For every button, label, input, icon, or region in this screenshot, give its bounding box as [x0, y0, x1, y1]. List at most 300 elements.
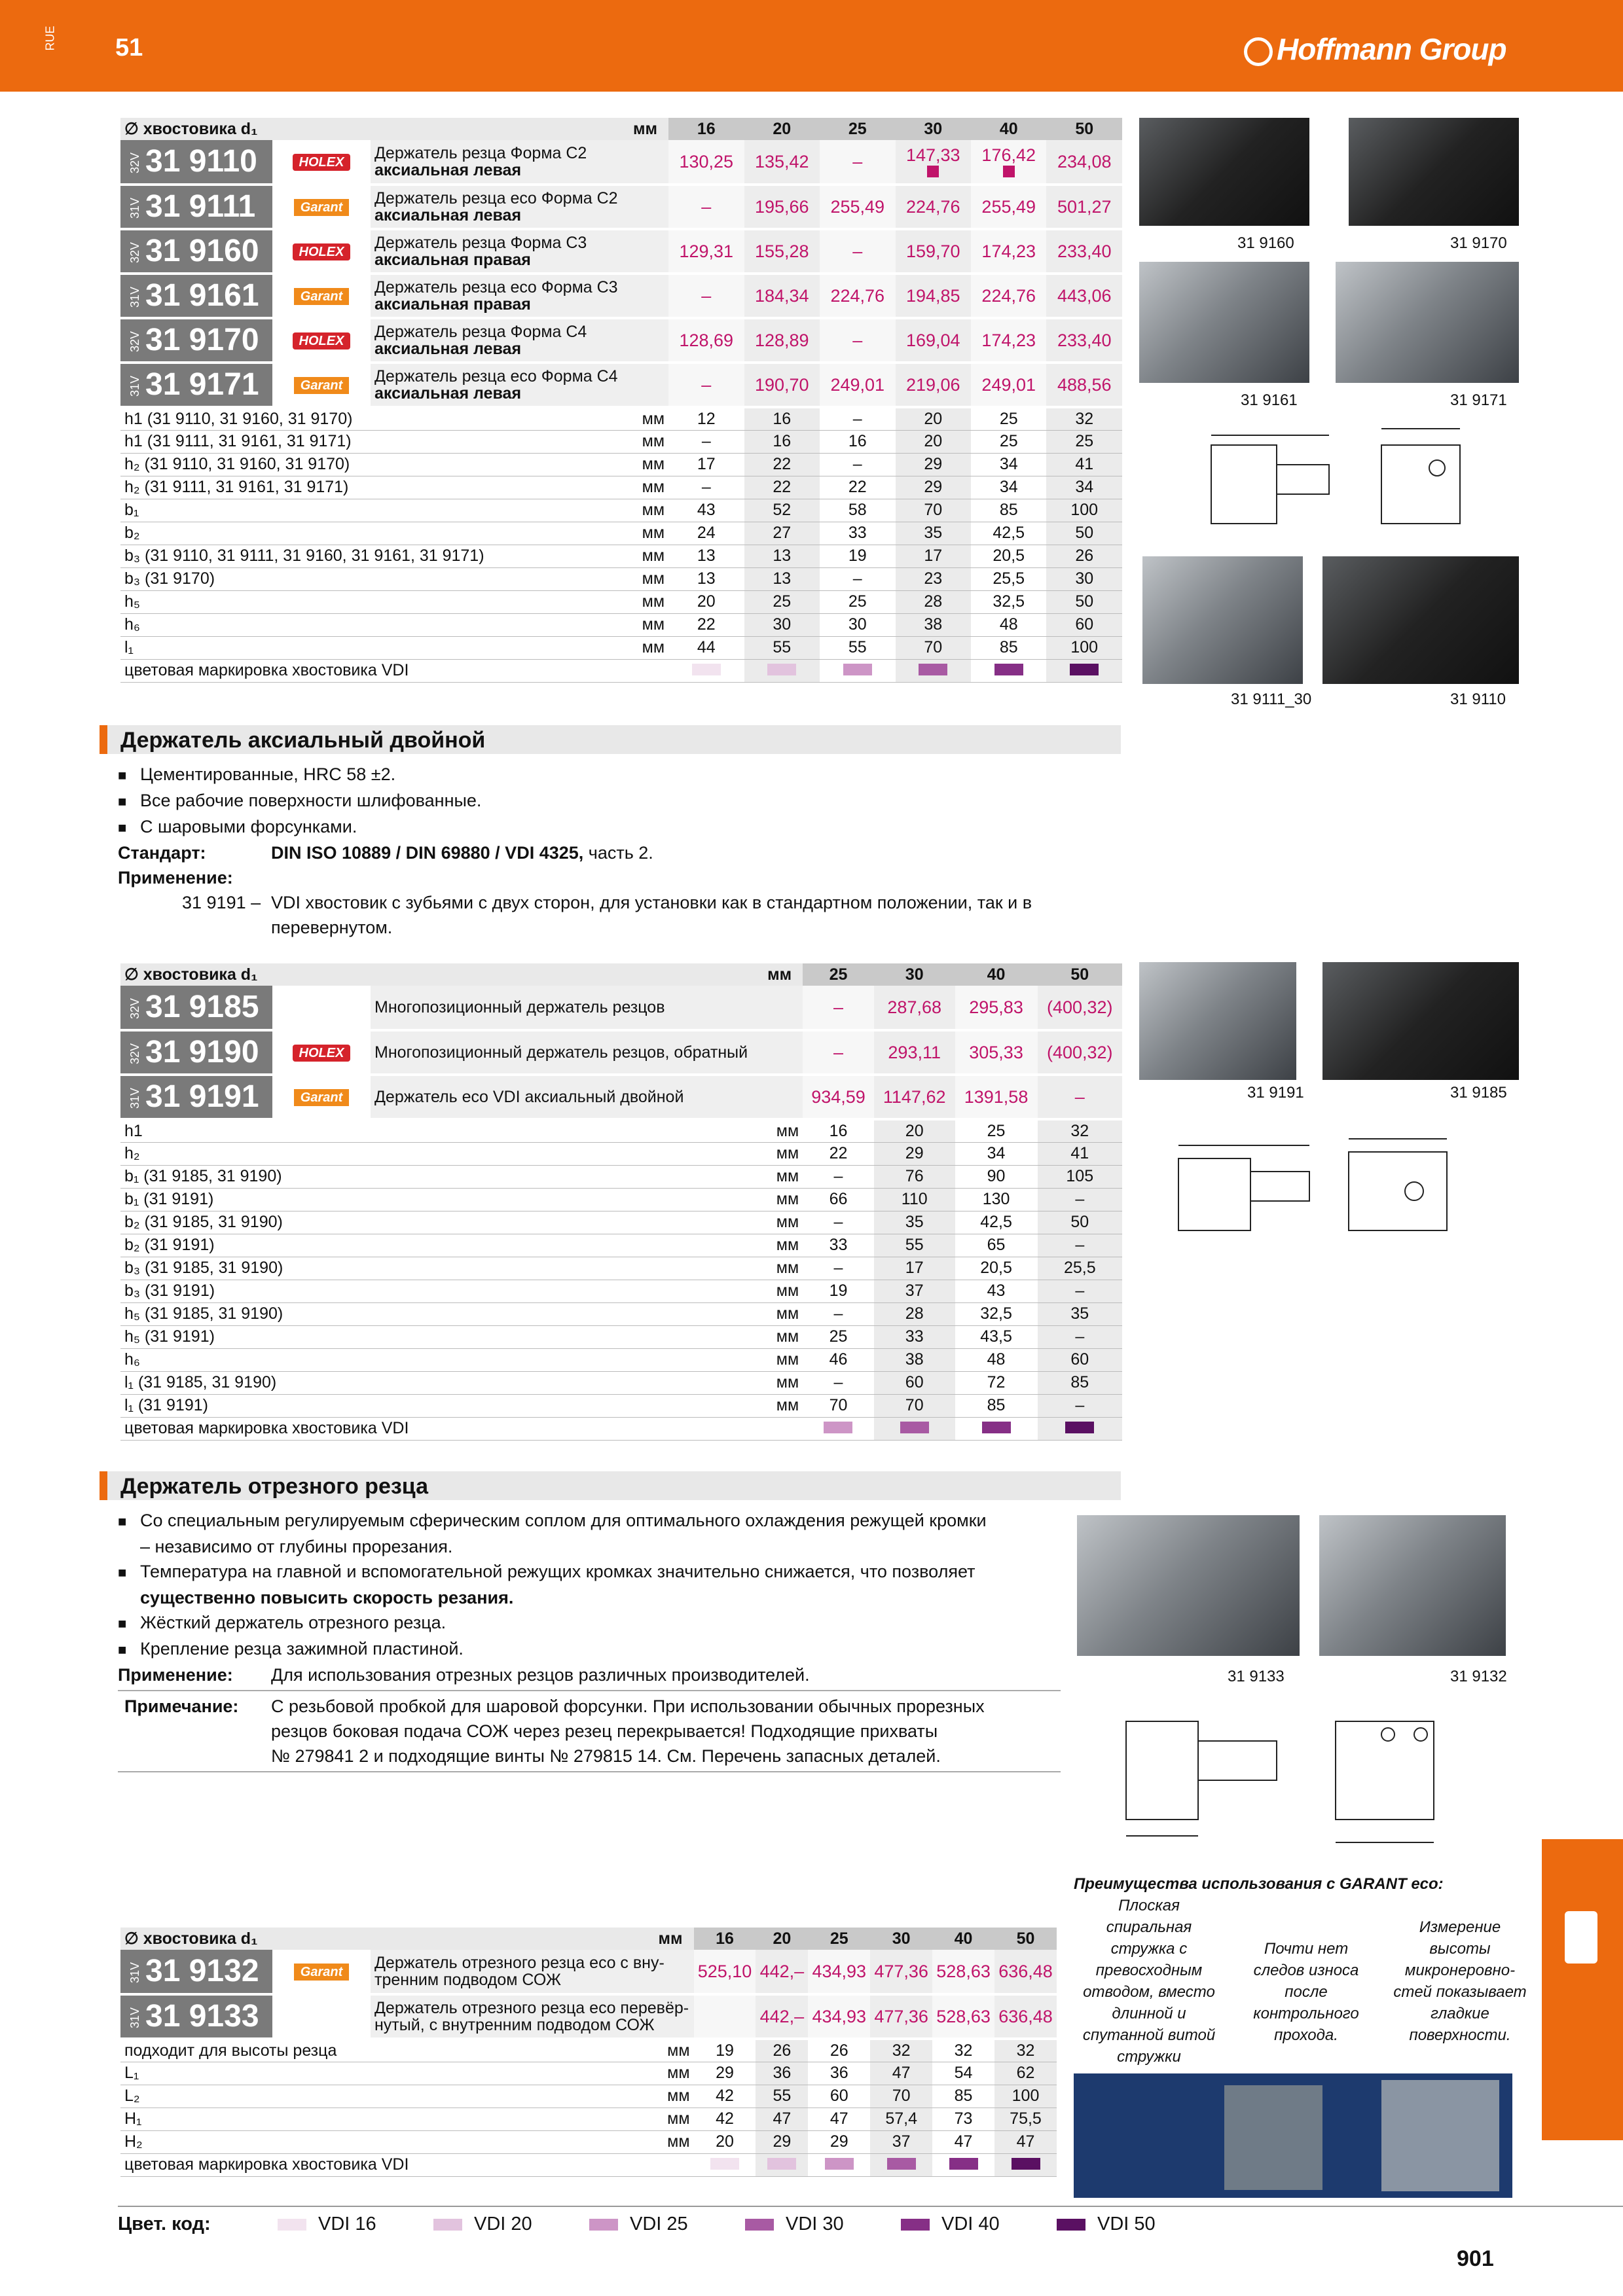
price-cell [668, 185, 744, 229]
dimension-value: 75,5 [994, 2108, 1057, 2130]
dimension-unit: мм [763, 1280, 803, 1302]
price-value: 155,28 [754, 241, 809, 261]
legend-swatch [433, 2219, 462, 2231]
garant-logo: Garant [294, 199, 349, 216]
dimension-value: 29 [756, 2130, 808, 2153]
dimension-value: – [803, 1302, 874, 1325]
color-swatch [843, 664, 872, 675]
color-swatch-cell [668, 659, 744, 682]
dimension-value: 25 [971, 407, 1046, 430]
description-line-2: аксиальная левая [374, 384, 522, 403]
dimension-label: h1 (31 9111, 31 9161, 31 9171) [120, 430, 629, 453]
dimension-value: 20,5 [971, 545, 1046, 567]
note-text: резцов боковая подача СОЖ через резец перекрывается! Подходящие прихваты [271, 1721, 938, 1741]
product-description [371, 318, 668, 363]
product-description [371, 185, 668, 229]
price-value: – [852, 241, 863, 261]
price-cell [971, 274, 1046, 318]
product-photo-319185 [1322, 962, 1519, 1080]
price-value: 528,63 [936, 2006, 991, 2026]
product-row [120, 274, 1122, 318]
product-photo-319170 [1349, 118, 1519, 226]
section-title-partoff-holder: Держатель отрезного резца [100, 1471, 1121, 1500]
price-value: (400,32) [1046, 1042, 1113, 1062]
page-number-left: 51 [115, 34, 143, 62]
dimension-value: 32,5 [971, 590, 1046, 613]
description-line: Многопозиционный держатель резцов [374, 997, 665, 1016]
color-swatch-cell [955, 1417, 1038, 1440]
dimension-value: 20 [694, 2130, 756, 2153]
product-code [120, 1075, 272, 1119]
language-code: RUE [43, 26, 57, 51]
color-legend [118, 2214, 1213, 2235]
product-brand [272, 185, 371, 229]
product-series: 31V [128, 198, 141, 219]
product-table-partoff [120, 1928, 1057, 2177]
dimension-value: 70 [870, 2085, 932, 2108]
dimension-label: l₁ (31 9191) [120, 1394, 763, 1417]
color-code-label: цветовая маркировка хвостовика VDI [120, 2153, 694, 2176]
header-size: 50 [994, 1928, 1057, 1950]
price-cell [971, 318, 1046, 363]
dimension-unit: мм [763, 1165, 803, 1188]
price-value: 295,83 [969, 997, 1023, 1017]
color-code-row [120, 1417, 1122, 1440]
dimension-unit: мм [763, 1348, 803, 1371]
color-swatch [919, 664, 947, 675]
dimension-value: 17 [668, 453, 744, 476]
price-value: 443,06 [1057, 285, 1112, 306]
product-series: 31V [128, 1088, 141, 1109]
dimension-label: L₂ [120, 2085, 655, 2108]
product-brand [272, 986, 371, 1030]
eco-title: Преимущества использования с GARANT eco: [1074, 1875, 1444, 1893]
eco-text-line: после [1285, 1983, 1328, 2001]
price-cell [744, 229, 820, 274]
dimension-unit: мм [655, 2062, 694, 2085]
color-swatch [767, 2158, 796, 2170]
header-size: 25 [820, 118, 895, 140]
product-photo-319110 [1322, 556, 1519, 684]
dimension-label: b₁ (31 9191) [120, 1188, 763, 1211]
dimension-value: 38 [896, 613, 971, 636]
section-double-holder-body [118, 762, 1126, 940]
color-swatch-cell [874, 1417, 955, 1440]
header-size: 50 [1038, 963, 1122, 986]
product-photo-319133 [1077, 1515, 1300, 1656]
product-row [120, 1075, 1122, 1119]
price-value: 159,70 [905, 241, 960, 261]
dimension-value: – [803, 1257, 874, 1280]
dimension-value: 72 [955, 1371, 1038, 1394]
chapter-tab [1542, 1839, 1623, 2140]
eco-text-line: поверхности. [1409, 2026, 1511, 2044]
bullet-item-cont: – независимо от глубины прорезания. [140, 1537, 453, 1556]
price-cell [808, 1994, 870, 2039]
dimension-value: – [820, 453, 895, 476]
application-text: Для использования отрезных резцов различных производителей. [271, 1665, 810, 1685]
color-swatch [887, 2158, 916, 2170]
dimension-value: 28 [896, 590, 971, 613]
caption-319160: 31 9160 [1237, 234, 1294, 252]
note-label: Примечание: [124, 1696, 239, 1716]
product-description [371, 363, 668, 407]
note-text: № 279841 2 и подходящие винты № 279815 14. См. Перечень запасных деталей. [271, 1746, 941, 1766]
product-table-double [120, 963, 1122, 1441]
product-code [120, 1994, 272, 2039]
logo-mark-icon [1244, 37, 1273, 66]
dimension-unit: мм [629, 407, 668, 430]
dimension-value: 100 [1046, 499, 1122, 522]
dimension-value: – [803, 1211, 874, 1234]
dimension-row [120, 1280, 1122, 1302]
holex-logo: HOLEX [293, 154, 351, 171]
product-code [120, 274, 272, 318]
dimension-row [120, 1371, 1122, 1394]
caption-319171: 31 9171 [1450, 391, 1507, 409]
price-value: 1147,62 [883, 1086, 946, 1107]
product-row [120, 1950, 1057, 1994]
product-description [371, 986, 803, 1030]
product-code-text: 31 9185 [145, 990, 259, 1024]
product-code-text: 31 9133 [145, 1999, 259, 2034]
price-cell [1046, 363, 1122, 407]
description-line-2: аксиальная правая [374, 295, 531, 314]
price-value: – [852, 151, 863, 171]
price-cell [1046, 274, 1122, 318]
dimension-value: 19 [803, 1280, 874, 1302]
dimension-value: 19 [694, 2039, 756, 2062]
color-swatch-cell [803, 1417, 874, 1440]
legend-swatch [278, 2219, 306, 2231]
dimension-value: 36 [756, 2062, 808, 2085]
bullet-item: ■ Цементированные, HRC 58 ±2. [118, 762, 1126, 788]
bullet-item: ■ Со специальным регулируемым сферическим соплом для оптимального охлаждения режущей кромки [118, 1508, 1067, 1534]
caption-319132: 31 9132 [1450, 1668, 1507, 1685]
dimension-label: H₂ [120, 2130, 655, 2153]
dimension-value: 70 [874, 1394, 955, 1417]
color-swatch [949, 2158, 978, 2170]
price-cell [896, 318, 971, 363]
dimension-value: 29 [808, 2130, 870, 2153]
price-value: 169,04 [905, 330, 960, 350]
dimension-value: 42 [694, 2108, 756, 2130]
legend-item [745, 2214, 901, 2235]
color-swatch-cell [870, 2153, 932, 2176]
dimension-value: – [803, 1371, 874, 1394]
price-value: 488,56 [1057, 374, 1112, 395]
product-code-text: 31 9111 [145, 189, 256, 224]
dimension-value: 50 [1038, 1211, 1122, 1234]
legend-name: VDI 30 [786, 2214, 844, 2234]
dimension-value: 22 [820, 476, 895, 499]
eco-text-line: контрольного [1253, 2005, 1359, 2022]
price-cell [1046, 229, 1122, 274]
price-cell [820, 229, 895, 274]
color-swatch [1070, 664, 1099, 675]
dimension-value: 20 [668, 590, 744, 613]
dimension-value: 32 [1038, 1119, 1122, 1142]
price-cell [820, 140, 895, 185]
bullet-item: ■ Температура на главной и вспомогательной режущих кромках значительно снижается, что позволяет [118, 1559, 1067, 1585]
price-cell [744, 140, 820, 185]
dimension-label: b₁ [120, 499, 629, 522]
description-line: Держатель резца eco Форма C4 [374, 367, 618, 386]
product-photo-319171 [1336, 262, 1519, 383]
price-value: 305,33 [969, 1042, 1023, 1062]
tool-holder-icon [1565, 1911, 1597, 1964]
dimension-value: 73 [932, 2108, 994, 2130]
dimension-value: 25 [820, 590, 895, 613]
product-series: 32V [128, 242, 141, 264]
price-cell [694, 1994, 756, 2039]
product-photo-319132 [1319, 1515, 1506, 1656]
price-value: 184,34 [754, 285, 809, 306]
brand-logo: Hoffmann Group [1244, 31, 1506, 67]
holex-logo: HOLEX [293, 1045, 351, 1062]
dimension-value: 34 [971, 476, 1046, 499]
price-value: 501,27 [1057, 196, 1112, 217]
price-cell [874, 1075, 955, 1119]
color-swatch [982, 1422, 1011, 1433]
description-line-2: аксиальная левая [374, 161, 522, 179]
dimension-value: 130 [955, 1188, 1038, 1211]
dimension-value: 46 [803, 1348, 874, 1371]
header-unit: мм [655, 1928, 694, 1950]
price-cell [1046, 185, 1122, 229]
dimension-row [120, 499, 1122, 522]
product-code-text: 31 9110 [145, 144, 257, 179]
dimension-label: h₅ (31 9191) [120, 1325, 763, 1348]
dimension-value: 22 [668, 613, 744, 636]
dimension-row [120, 1165, 1122, 1188]
dimension-value: 30 [820, 613, 895, 636]
price-cell [820, 274, 895, 318]
price-cell [971, 140, 1046, 185]
eco-text-line: стружки [1117, 2048, 1181, 2066]
price-cell [994, 1994, 1057, 2039]
price-value: – [1074, 1086, 1085, 1107]
bullet-item: ■ Жёсткий держатель отрезного резца. [118, 1610, 1067, 1636]
product-code-text: 31 9190 [145, 1035, 259, 1069]
product-brand [272, 140, 371, 185]
eco-text-line: Измерение [1419, 1918, 1501, 1936]
price-cell [870, 1994, 932, 2039]
dimension-value: 36 [808, 2062, 870, 2085]
dimension-value: 50 [1046, 522, 1122, 545]
description-line: Держатель отрезного резца eco перевёр- [374, 1998, 689, 2017]
price-value: 147,33 [905, 145, 960, 165]
dimension-value: – [1038, 1234, 1122, 1257]
product-series: 31V [128, 287, 141, 308]
note-box [118, 1690, 1061, 1772]
dimension-value: 16 [803, 1119, 874, 1142]
price-value: – [701, 196, 712, 217]
eco-text-line: следов износа [1253, 1962, 1359, 1979]
dimension-value: – [1038, 1394, 1122, 1417]
product-photo-319111-30 [1142, 556, 1303, 684]
dimension-label: h₅ [120, 590, 629, 613]
garant-logo: Garant [294, 1964, 349, 1981]
price-value: 128,89 [754, 330, 809, 350]
dimension-value: 26 [1046, 545, 1122, 567]
dimension-value: 110 [874, 1188, 955, 1211]
dimension-label: b₃ (31 9110, 31 9111, 31 9160, 31 9161, 31 9171) [120, 545, 629, 567]
dimension-row [120, 545, 1122, 567]
product-series: 31V [128, 376, 141, 397]
color-swatch-cell [896, 659, 971, 682]
dimension-value: 25 [803, 1325, 874, 1348]
legend-name: VDI 40 [941, 2214, 1000, 2234]
price-value: 255,49 [981, 196, 1036, 217]
dimension-value: 76 [874, 1165, 955, 1188]
header-label: ∅ хвостовика d₁ [120, 118, 629, 140]
description-line: Держатель резца eco Форма C2 [374, 188, 618, 207]
standard-tail: часть 2. [583, 843, 653, 863]
product-code-text: 31 9161 [145, 278, 259, 313]
dimension-row [120, 1325, 1122, 1348]
price-value: 1391,58 [964, 1086, 1029, 1107]
dimension-value: – [1038, 1188, 1122, 1211]
product-code [120, 185, 272, 229]
price-cell [808, 1950, 870, 1994]
price-value: 477,36 [874, 2006, 928, 2026]
bullet-item: ■ Крепление резца зажимной пластиной. [118, 1636, 1067, 1662]
dimension-value: 30 [744, 613, 820, 636]
dimension-unit: мм [629, 476, 668, 499]
dimension-value: 34 [971, 453, 1046, 476]
dimension-row [120, 522, 1122, 545]
price-cell [971, 363, 1046, 407]
dimension-label: h₂ (31 9110, 31 9160, 31 9170) [120, 453, 629, 476]
dimension-value: 60 [874, 1371, 955, 1394]
product-brand [272, 1030, 371, 1075]
bullet-item-cont: существенно повысить скорость резания. [140, 1588, 514, 1607]
dimension-label: b₂ [120, 522, 629, 545]
product-code [120, 363, 272, 407]
header-label: ∅ хвостовика d₁ [120, 1928, 655, 1950]
dimension-label: h1 [120, 1119, 763, 1142]
price-cell [756, 1950, 808, 1994]
dimension-value: 25 [971, 430, 1046, 453]
product-row [120, 185, 1122, 229]
dimension-value: 38 [874, 1348, 955, 1371]
price-cell [803, 1030, 874, 1075]
dimension-value: 60 [1038, 1348, 1122, 1371]
color-swatch [1065, 1422, 1094, 1433]
legend-item [1057, 2214, 1213, 2235]
header-unit: мм [629, 118, 668, 140]
dimension-label: h₅ (31 9185, 31 9190) [120, 1302, 763, 1325]
color-swatch [692, 664, 721, 675]
dimension-label: l₁ (31 9185, 31 9190) [120, 1371, 763, 1394]
price-value: 636,48 [998, 2006, 1053, 2026]
dimension-value: 13 [668, 567, 744, 590]
dimension-value: 22 [744, 453, 820, 476]
dimension-label: L₁ [120, 2062, 655, 2085]
price-cell [994, 1950, 1057, 1994]
dimension-row [120, 1302, 1122, 1325]
dimension-value: 58 [820, 499, 895, 522]
price-cell [874, 986, 955, 1030]
legend-name: VDI 25 [630, 2214, 688, 2234]
eco-photo-strip [1074, 2073, 1512, 2198]
dimension-value: 47 [994, 2130, 1057, 2153]
price-cell [971, 185, 1046, 229]
price-value: 128,69 [679, 330, 734, 350]
dimension-value: 20 [874, 1119, 955, 1142]
price-cell [744, 318, 820, 363]
dimension-row [120, 2039, 1057, 2062]
technical-drawing-partoff [1113, 1708, 1480, 1852]
price-cell [955, 1030, 1038, 1075]
dimension-row [120, 2085, 1057, 2108]
dimension-value: 105 [1038, 1165, 1122, 1188]
dimension-row [120, 430, 1122, 453]
legend-swatch [901, 2219, 930, 2231]
color-swatch [767, 664, 796, 675]
caption-319111-30: 31 9111_30 [1231, 691, 1312, 708]
price-value: 234,08 [1057, 151, 1112, 171]
price-value: 528,63 [936, 1961, 991, 1981]
dimension-value: 37 [874, 1280, 955, 1302]
color-code-label: цветовая маркировка хвостовика VDI [120, 1417, 803, 1440]
header-size: 30 [874, 963, 955, 986]
price-cell [1046, 318, 1122, 363]
price-cell [1038, 986, 1122, 1030]
dimension-value: 55 [874, 1234, 955, 1257]
dimension-value: 60 [808, 2085, 870, 2108]
dimension-row [120, 1234, 1122, 1257]
price-value: 224,76 [830, 285, 885, 306]
product-description [371, 274, 668, 318]
product-series: 32V [128, 152, 141, 174]
dimension-value: 22 [744, 476, 820, 499]
price-value: 224,76 [905, 196, 960, 217]
price-cell [744, 274, 820, 318]
eco-text-line: спутанной витой [1082, 2026, 1216, 2044]
price-value: 434,93 [812, 1961, 867, 1981]
product-code-text: 31 9191 [145, 1079, 259, 1114]
color-swatch [1012, 2158, 1040, 2170]
dimension-value: 48 [955, 1348, 1038, 1371]
dimension-value: 43 [668, 499, 744, 522]
dimension-value: 13 [744, 545, 820, 567]
price-value: 194,85 [905, 285, 960, 306]
dimension-row [120, 2062, 1057, 2085]
dimension-unit: мм [763, 1371, 803, 1394]
note-text: С резьбовой пробкой для шаровой форсунки. При использовании обычных прорезных [271, 1696, 985, 1716]
dimension-unit: мм [629, 499, 668, 522]
application-text: VDI хвостовик с зубьями с двух сторон, для установки как в стандартном положении, так и в [271, 893, 1032, 912]
dimension-value: 27 [744, 522, 820, 545]
price-cell [694, 1950, 756, 1994]
application-label: Применение: [118, 868, 233, 888]
header-size: 25 [803, 963, 874, 986]
dimension-row [120, 2108, 1057, 2130]
dimension-value: 43 [955, 1280, 1038, 1302]
price-cell [971, 229, 1046, 274]
product-series: 32V [128, 998, 141, 1020]
technical-drawing-double [1152, 1126, 1519, 1257]
price-value: 442,– [759, 2006, 805, 2026]
description-line: Держатель резца Форма C3 [374, 233, 587, 252]
product-brand [272, 229, 371, 274]
dimension-unit: мм [763, 1188, 803, 1211]
price-cell [668, 229, 744, 274]
price-value: 130,25 [679, 151, 734, 171]
dimension-unit: мм [763, 1325, 803, 1348]
